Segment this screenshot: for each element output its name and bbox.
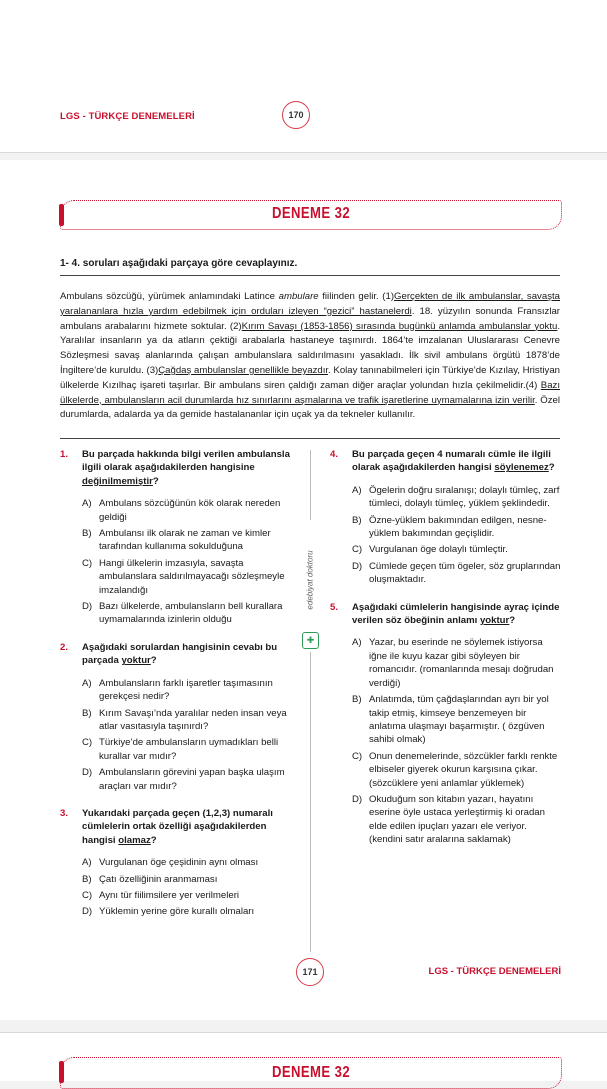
- test-banner: [60, 200, 562, 230]
- question-number: 3.: [60, 807, 69, 819]
- option-text: Yazar, bu eserinde ne söylemek istiyorsa iğne ile kuyu kazar gibi söyleyen bir romancıdır. (romanlarında mesajı doğrudan verdiği): [369, 637, 554, 689]
- test-title: DENEME 32: [271, 205, 351, 222]
- option-c[interactable]: [352, 750, 562, 790]
- option-d[interactable]: [82, 905, 292, 918]
- option-text: Ambulansların görevini yapan başka ulaşım araçları var mıdır?: [99, 767, 285, 792]
- option-text: Ambulansı ilk olarak ne zaman ve kimler tarafından kullanıma sokulduğuna: [99, 528, 271, 553]
- option-c[interactable]: [352, 543, 562, 556]
- option-c[interactable]: [82, 736, 292, 763]
- passage-sentence-4: Bazı ülkelerde, ambulansların acil durumlarda hız sınırlarını aşmalarına ve trafik işaretlerine uymamalarına izin verilir: [60, 379, 560, 406]
- passage-text: . Özel durumlarda, adalarda ya da gemide hastalananlar için uçak ya da tekneler kullanılır.: [60, 394, 561, 421]
- option-text: Özne-yüklem bakımından edilgen, nesne-yüklem bakımından geçişlidir.: [369, 514, 547, 540]
- option-a[interactable]: [352, 636, 562, 690]
- option-letter: A): [352, 637, 362, 649]
- question-stem: Aşağıdaki cümlelerin hangisinde ayraç içinde verilen söz öbeğinin anlamı: [352, 601, 560, 627]
- page-number-171: 171: [296, 958, 324, 986]
- next-test-banner: [60, 1057, 562, 1089]
- passage-latin-word: ambulare: [278, 291, 319, 302]
- option-text: Ambulans sözcüğünün kök olarak nereden geldiği: [99, 498, 281, 523]
- question-number: 5.: [330, 601, 339, 613]
- question-number: 1.: [60, 449, 69, 460]
- question-stem-end: ?: [150, 655, 157, 667]
- option-letter: C): [82, 737, 93, 749]
- option-c[interactable]: [82, 889, 292, 902]
- passage-text: . Yaralılar insanların ya da atların çektiği arabalarla hastaneye taşınırdı. 1864’te imzalanan Uluslararası Cenevre Sözleşmesi savaş alanlarında çalışan ambulanslara saldırılmasını yasakladı. İlk sivil ambulans örgütü 1878’de İngiltere’de kuruldu. (3): [60, 320, 561, 376]
- option-letter: C): [352, 750, 363, 762]
- question-stem-underlined: yoktur: [121, 655, 151, 667]
- option-d[interactable]: [82, 600, 292, 627]
- option-text: Anlatımda, tüm çağdaşlarından ayrı bir yol takip etmiş, kimseye benzemeyen bir anlatıma ulaşmayı başarmıştır. ( özgüven sahibi olmak): [369, 694, 549, 746]
- right-question-column: [330, 448, 562, 861]
- option-a[interactable]: [82, 856, 292, 869]
- instruction-heading: 1- 4. soruları aşağıdaki parçaya göre cevaplayınız.: [60, 258, 298, 269]
- option-letter: A): [82, 677, 92, 689]
- option-letter: B): [82, 873, 92, 885]
- question-1: [60, 448, 292, 627]
- option-letter: B): [352, 694, 362, 706]
- passage-text: . 18. yüzyılın sonunda Fransızlar ambulans arabalarını hizmete soktular. (2): [60, 305, 560, 332]
- column-divider-top: [310, 450, 311, 520]
- series-label-top: LGS - TÜRKÇE DENEMELERİ: [60, 111, 195, 122]
- question-2: [60, 641, 292, 793]
- option-letter: B): [352, 514, 362, 526]
- option-text: Ambulansların farklı işaretler taşımasının gerekçesi nedir?: [99, 677, 273, 703]
- passage-sentence-2: Kırım Savaşı (1853-1856) sırasında bugünkü anlamda ambulanslar yoktu: [241, 320, 558, 332]
- option-text: Yüklemin yerine göre kurallı olmaları: [99, 906, 255, 918]
- reading-passage: [60, 290, 560, 423]
- question-stem-underlined: değinilmemiştir: [82, 475, 153, 487]
- option-letter: D): [352, 793, 363, 805]
- option-text: Kırım Savaşı’nda yaralılar neden insan veya atlar vasıtasıyla taşınırdı?: [99, 707, 287, 732]
- question-stem: Bu parçada geçen 4 numaralı cümle ile ilgili olarak aşağıdakilerden hangisi: [352, 449, 551, 474]
- option-c[interactable]: [82, 557, 292, 597]
- option-b[interactable]: [82, 873, 292, 886]
- question-stem: Bu parçada hakkında bilgi verilen ambulansla ilgili olarak aşağıdakilerden hangisine: [82, 449, 290, 474]
- option-b[interactable]: [352, 693, 562, 747]
- question-number: 4.: [330, 449, 339, 460]
- option-letter: C): [352, 544, 363, 556]
- column-divider-bottom: [310, 652, 311, 952]
- option-letter: D): [82, 601, 93, 613]
- option-text: Vurgulanan öge dolaylı tümleçtir.: [369, 544, 508, 556]
- option-text: Bazı ülkelerde, ambulansların bell kurallara uymamalarında izinlerin olduğu: [99, 601, 283, 626]
- option-letter: A): [352, 484, 362, 496]
- left-question-column: [60, 448, 292, 933]
- option-b[interactable]: [352, 514, 562, 541]
- option-a[interactable]: [352, 484, 562, 511]
- next-test-title: DENEME 32: [271, 1064, 351, 1081]
- option-text: Hangi ülkelerin imzasıyla, savaşta ambulanslara saldırılmayacağı sözleşmeyle imzalandığı: [99, 557, 285, 596]
- banner-accent-bar: [59, 204, 64, 226]
- passage-rule: [60, 438, 560, 439]
- instruction-rule: [60, 275, 560, 276]
- option-a[interactable]: [82, 677, 292, 704]
- option-letter: D): [82, 906, 93, 918]
- option-b[interactable]: [82, 707, 292, 734]
- question-stem: Yukarıdaki parçada geçen (1,2,3) numaralı cümlelerin ortak özelliği aşağıdakilerden hangisi: [82, 807, 273, 846]
- question-3: [60, 807, 292, 919]
- option-text: Cümlede geçen tüm ögeler, söz gruplarından oluşmaktadır.: [369, 560, 561, 586]
- question-stem-end: ?: [548, 462, 555, 474]
- next-page-strip: [0, 1032, 607, 1081]
- option-d[interactable]: [352, 560, 562, 587]
- question-stem-end: ?: [152, 475, 159, 487]
- question-stem: Aşağıdaki sorulardan hangisinin cevabı bu parçada: [82, 641, 278, 667]
- option-text: Vurgulanan öge çeşidinin aynı olması: [99, 857, 259, 869]
- sidebar-brand-label: edebiyat doktoru: [305, 550, 315, 610]
- question-stem-underlined: olamaz: [118, 834, 151, 846]
- option-b[interactable]: [82, 527, 292, 554]
- question-stem-end: ?: [509, 615, 516, 627]
- option-letter: C): [82, 557, 93, 569]
- option-d[interactable]: [82, 766, 292, 793]
- passage-text: fiilinden gelir. (1): [318, 291, 395, 302]
- option-text: Ögelerin doğru sıralanışı; dolaylı tümleç, zarf tümleci, dolaylı tümleç, yüklem şeklindedir.: [369, 484, 560, 510]
- option-text: Onun denemelerinde, sözcükler farklı renkte elbiseler giyerek okurun karşısına çıkar. (sözcüklere yeni anlamlar yüklemek): [369, 750, 558, 789]
- question-stem-underlined: söylenemez: [494, 462, 549, 474]
- sidebar-brand: [303, 520, 317, 640]
- previous-page-strip: [0, 0, 607, 153]
- passage-text: . Kolay tanınabilmeleri için Türkiye’de Kızılay, Hristiyan ülkelerde Kızılhaç işareti taşırlar. Bir ambulans siren çaldığı zaman diğer araçlar yolundan hızla çekilmelidir.(4): [60, 364, 560, 391]
- question-number: 2.: [60, 641, 69, 653]
- option-a[interactable]: [82, 497, 292, 524]
- question-5: [330, 601, 562, 847]
- passage-sentence-3: Çağdaş ambulanslar genellikle beyazdır: [158, 364, 329, 376]
- option-letter: C): [82, 889, 93, 901]
- stethoscope-icon: ✚: [302, 632, 319, 649]
- option-text: Okuduğum son kitabın yazarı, hayatını eserine öyle ustaca yerleştirmiş ki oradan elde edilen ipuçları yazarı ele veriyor. (kendini satır aralarına saklamak): [369, 793, 545, 846]
- series-label-bottom: LGS - TÜRKÇE DENEMELERİ: [428, 966, 561, 977]
- question-stem-end: ?: [150, 834, 157, 846]
- option-text: Çatı özelliğinin aranmaması: [99, 873, 218, 885]
- passage-text: Ambulans sözcüğü, yürümek anlamındaki Latince: [60, 291, 279, 302]
- option-letter: B): [82, 528, 92, 540]
- option-text: Türkiye’de ambulansların uymadıkları belli kurallar var mıdır?: [99, 737, 279, 762]
- option-letter: A): [82, 857, 92, 869]
- passage-sentence-1: Gerçekten de ilk ambulanslar, savaşta yaralananlara hızla yardım edebilmek için orduları izleyen “gezici” hastanelerdi: [60, 291, 560, 317]
- option-letter: D): [352, 560, 363, 572]
- question-stem-underlined: yoktur: [479, 615, 510, 627]
- option-letter: A): [82, 498, 92, 510]
- option-text: Aynı tür fiilimsilere yer verilmeleri: [99, 889, 240, 901]
- page-number-170: 170: [282, 101, 310, 129]
- option-letter: B): [82, 707, 92, 719]
- question-4: [330, 448, 562, 587]
- option-letter: D): [82, 767, 93, 779]
- option-d[interactable]: [352, 793, 562, 847]
